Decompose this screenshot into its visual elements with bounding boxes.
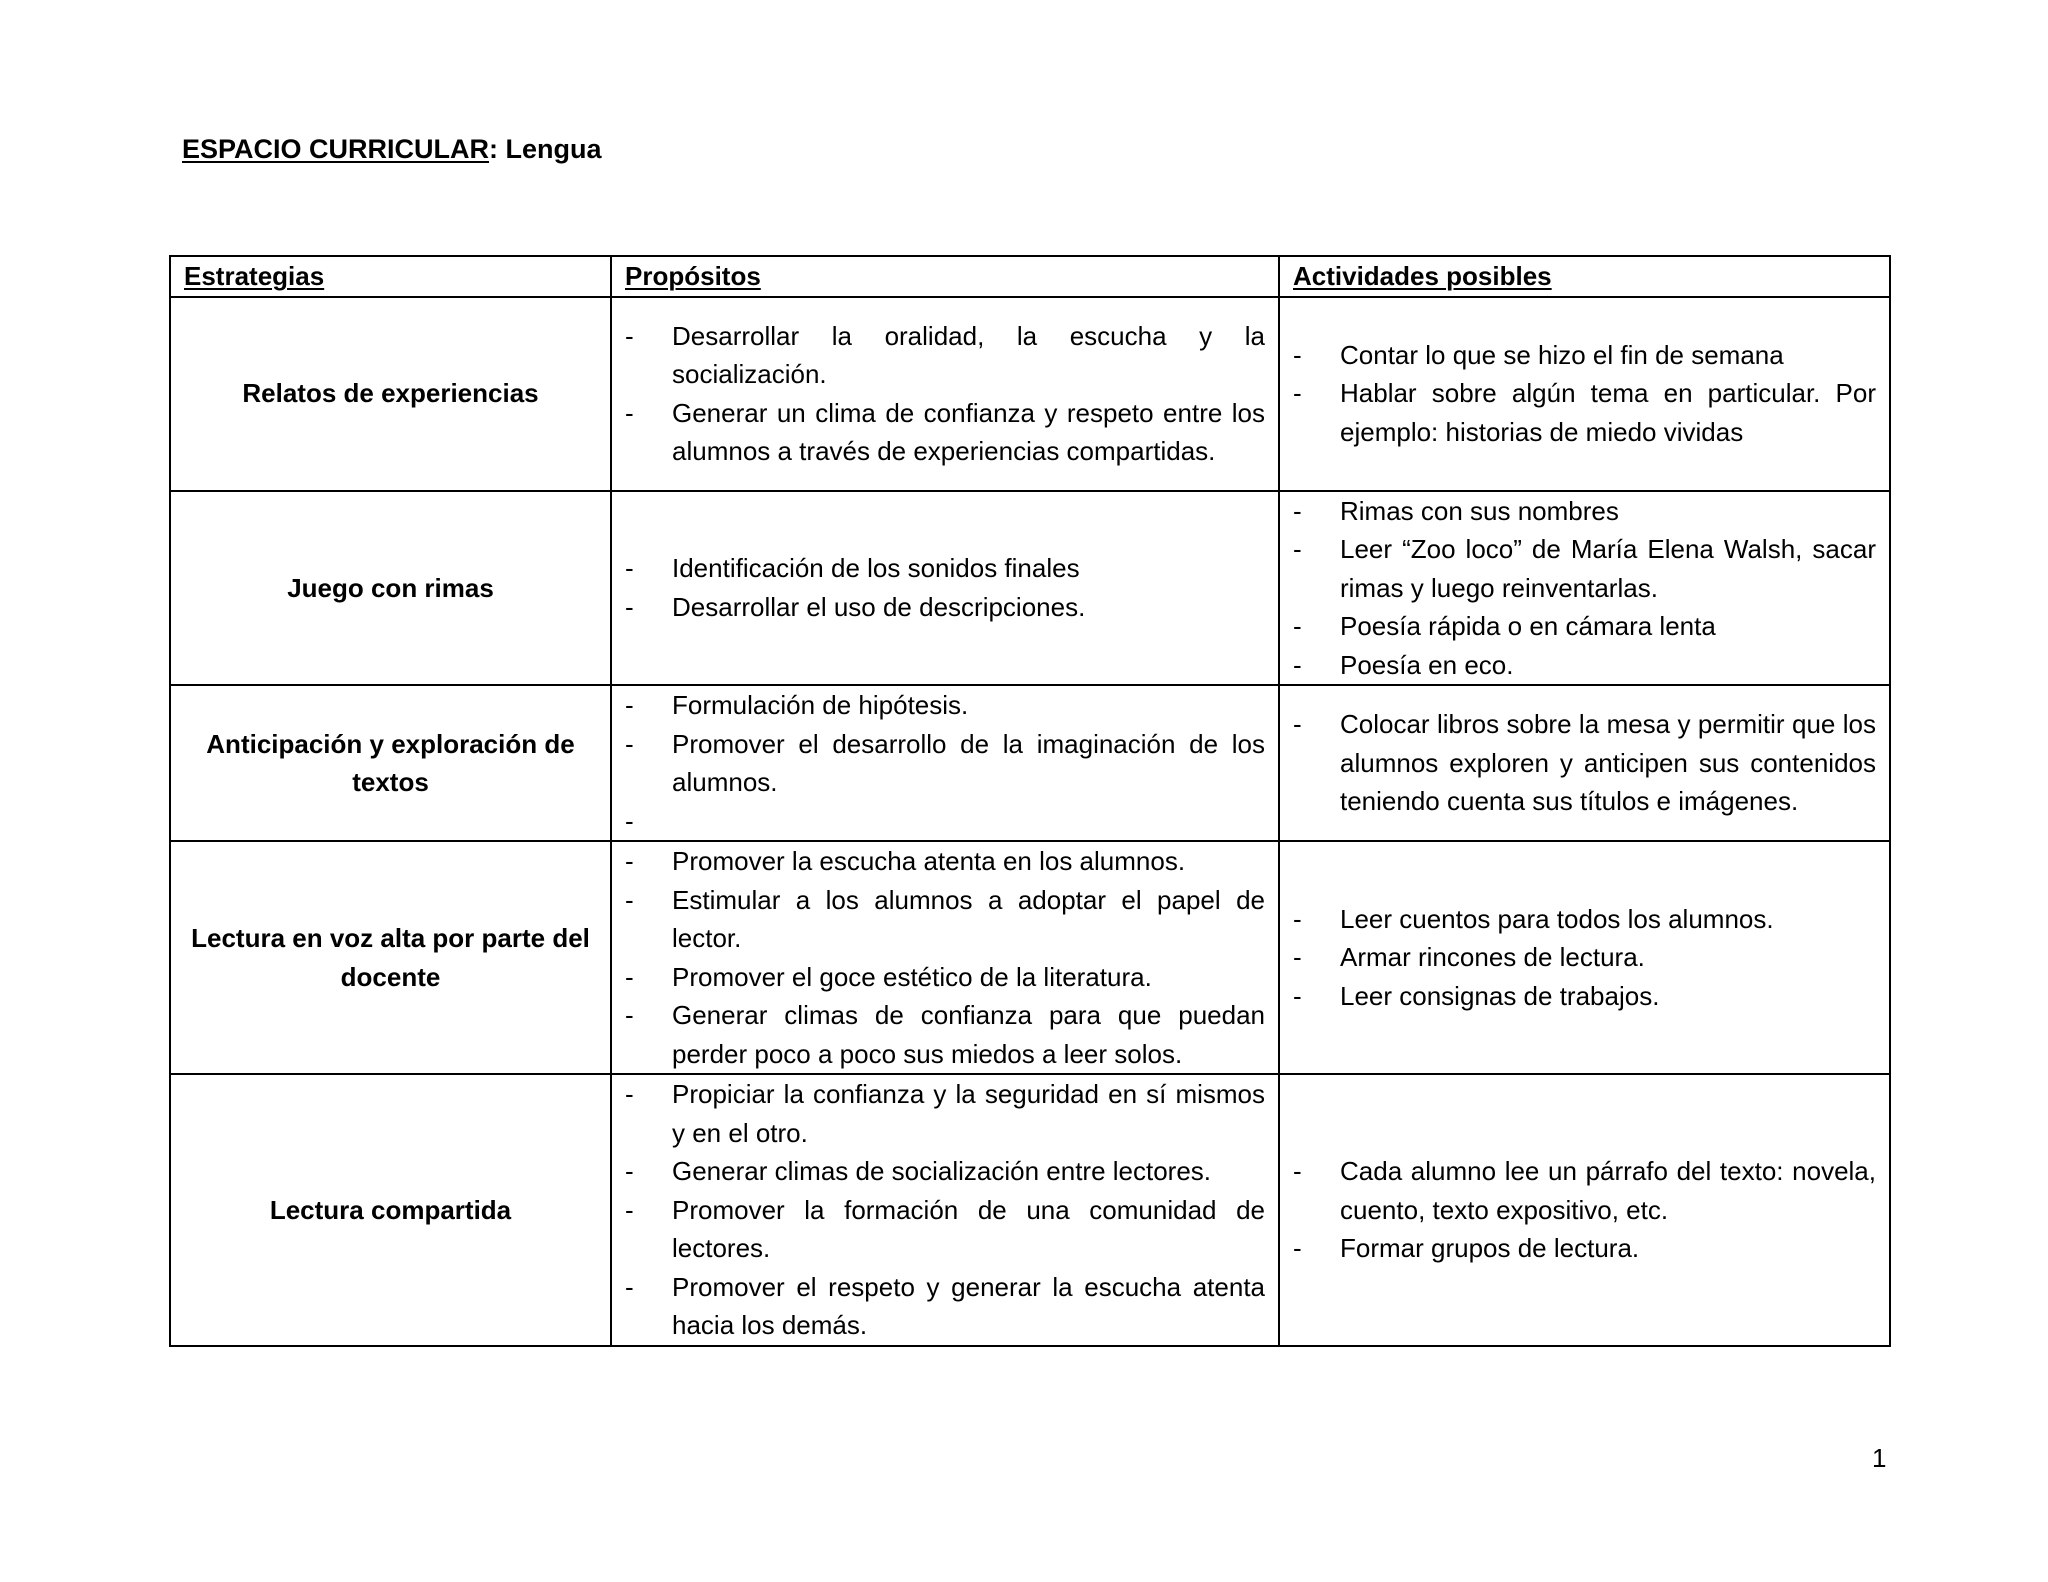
strategy-cell: Lectura en voz alta por parte del docente	[170, 841, 611, 1074]
purpose-item: - Promover el goce estético de la literatura.	[625, 958, 1265, 997]
purpose-item: - Formulación de hipótesis.	[625, 686, 1265, 725]
activity-item: - Contar lo que se hizo el fin de semana	[1293, 336, 1876, 375]
activities-list	[1293, 1152, 1876, 1268]
activities-list	[1293, 492, 1876, 685]
curriculum-table	[169, 255, 1891, 1347]
activity-item: - Cada alumno lee un párrafo del texto: novela, cuento, texto expositivo, etc.	[1293, 1152, 1876, 1229]
purpose-item: - Estimular a los alumnos a adoptar el papel de lector.	[625, 881, 1265, 958]
table-header-row	[170, 256, 1890, 297]
activities-cell	[1279, 1074, 1890, 1346]
table-row	[170, 297, 1890, 491]
purposes-list	[625, 317, 1265, 471]
column-header-purposes: Propósitos	[611, 256, 1279, 297]
purpose-item: - Desarrollar el uso de descripciones.	[625, 588, 1265, 627]
page-number: 1	[1872, 1443, 1887, 1473]
activity-item: - Poesía en eco.	[1293, 646, 1876, 685]
activities-cell	[1279, 491, 1890, 686]
activities-cell	[1279, 841, 1890, 1074]
activity-item: - Armar rincones de lectura.	[1293, 938, 1876, 977]
purpose-item: - Promover la escucha atenta en los alumnos.	[625, 842, 1265, 881]
purpose-item: - Promover el respeto y generar la escucha atenta hacia los demás.	[625, 1268, 1265, 1345]
purposes-cell	[611, 297, 1279, 491]
purposes-list	[625, 1075, 1265, 1345]
activities-cell	[1279, 685, 1890, 841]
purpose-item: - Generar un clima de confianza y respeto entre los alumnos a través de experiencias compartidas.	[625, 394, 1265, 471]
purpose-item	[625, 802, 1265, 841]
strategy-cell: Relatos de experiencias	[170, 297, 611, 491]
strategy-cell: Anticipación y exploración de textos	[170, 685, 611, 841]
purpose-item: - Generar climas de confianza para que puedan perder poco a poco sus miedos a leer solos.	[625, 996, 1265, 1073]
heading-separator: :	[489, 134, 499, 164]
page-heading	[182, 134, 602, 165]
column-header-activities: Actividades posibles	[1279, 256, 1890, 297]
activity-item: - Rimas con sus nombres	[1293, 492, 1876, 531]
activities-cell	[1279, 297, 1890, 491]
purpose-item: - Promover la formación de una comunidad de lectores.	[625, 1191, 1265, 1268]
table-body	[170, 297, 1890, 1346]
purpose-item: - Generar climas de socialización entre lectores.	[625, 1152, 1265, 1191]
purposes-cell	[611, 685, 1279, 841]
activities-list	[1293, 900, 1876, 1016]
heading-label: ESPACIO CURRICULAR	[182, 134, 490, 164]
activity-item: - Formar grupos de lectura.	[1293, 1229, 1876, 1268]
activities-list	[1293, 705, 1876, 821]
strategy-cell: Juego con rimas	[170, 491, 611, 686]
activities-list	[1293, 336, 1876, 452]
purposes-cell	[611, 491, 1279, 686]
activity-item: - Hablar sobre algún tema en particular. Por ejemplo: historias de miedo vividas	[1293, 374, 1876, 451]
purpose-item: - Identificación de los sonidos finales	[625, 549, 1265, 588]
purpose-item: - Promover el desarrollo de la imaginación de los alumnos.	[625, 725, 1265, 802]
activity-item: - Leer consignas de trabajos.	[1293, 977, 1876, 1016]
purposes-cell	[611, 1074, 1279, 1346]
table-row	[170, 1074, 1890, 1346]
activity-item: - Poesía rápida o en cámara lenta	[1293, 607, 1876, 646]
column-header-strategies: Estrategias	[170, 256, 611, 297]
purpose-item: - Propiciar la confianza y la seguridad en sí mismos y en el otro.	[625, 1075, 1265, 1152]
purposes-list	[625, 842, 1265, 1073]
table-row	[170, 685, 1890, 841]
strategy-cell: Lectura compartida	[170, 1074, 611, 1346]
table-row	[170, 491, 1890, 686]
table-row	[170, 841, 1890, 1074]
purpose-item: - Desarrollar la oralidad, la escucha y la socialización.	[625, 317, 1265, 394]
activity-item: - Leer cuentos para todos los alumnos.	[1293, 900, 1876, 939]
purposes-list	[625, 686, 1265, 840]
activity-item: - Leer “Zoo loco” de María Elena Walsh, sacar rimas y luego reinventarlas.	[1293, 530, 1876, 607]
heading-value: Lengua	[505, 134, 602, 164]
purposes-list	[625, 549, 1265, 626]
activity-item: - Colocar libros sobre la mesa y permitir que los alumnos exploren y anticipen sus contenidos teniendo cuenta sus títulos e imágenes.	[1293, 705, 1876, 821]
purposes-cell	[611, 841, 1279, 1074]
